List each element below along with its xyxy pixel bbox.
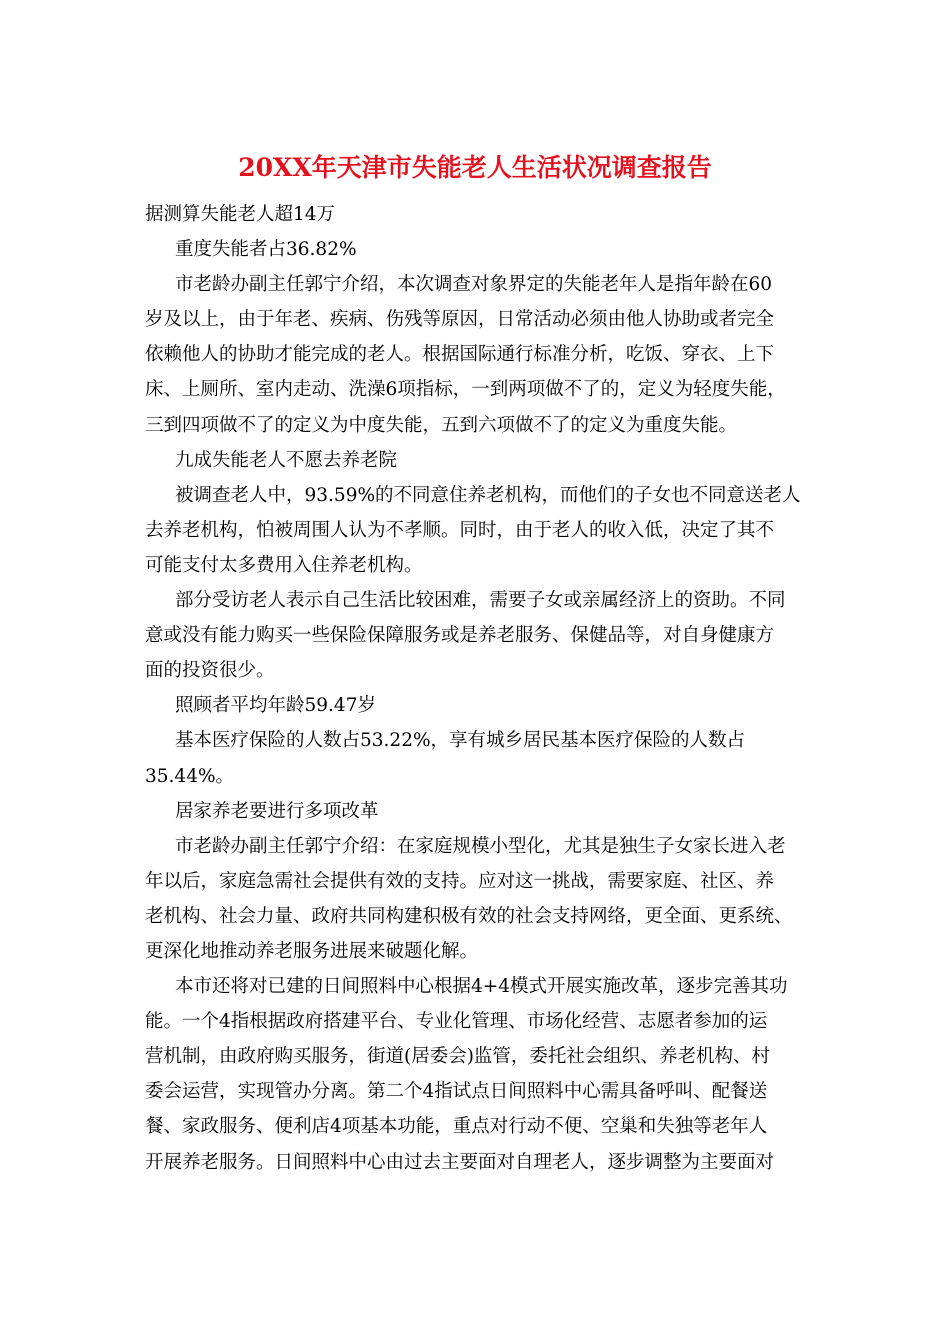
text-line: 被调查老人中，93.59%的不同意住养老机构，而他们的子女也不同意送老人 <box>175 484 801 506</box>
text-line: 居家养老要进行多项改革 <box>175 800 379 822</box>
text-line: 床、上厕所、室内走动、洗澡6项指标，一到两项做不了的，定义为轻度失能， <box>145 379 786 401</box>
text-line: 九成失能老人不愿去养老院 <box>175 449 398 471</box>
text-line: 年以后，家庭急需社会提供有效的支持。应对这一挑战，需要家庭、社区、养 <box>145 870 775 892</box>
text-line: 岁及以上，由于年老、疾病、伤残等原因，日常活动必须由他人协助或者完全 <box>145 309 775 331</box>
text-line: 依赖他人的协助才能完成的老人。根据国际通行标准分析，吃饭、穿衣、上下 <box>145 344 775 366</box>
text-line: 据测算失能老人超14万 <box>145 204 336 225</box>
text-line: 35.44%。 <box>145 765 235 787</box>
text-line: 能。一个4指根据政府搭建平台、专业化管理、市场化经营、志愿者参加的运 <box>145 1011 768 1033</box>
text-line: 本市还将对已建的日间照料中心根据4+4模式开展实施改革，逐步完善其功 <box>175 976 788 998</box>
text-line: 三到四项做不了的定义为中度失能，五到六项做不了的定义为重度失能。 <box>145 414 738 436</box>
text-line: 市老龄办副主任郭宁介绍：在家庭规模小型化，尤其是独生子女家长进入老 <box>175 835 786 857</box>
text-line: 基本医疗保险的人数占53.22%，享有城乡居民基本医疗保险的人数占 <box>175 730 746 752</box>
text-line: 去养老机构，怕被周围人认为不孝顺。同时，由于老人的收入低，决定了其不 <box>145 519 775 541</box>
text-line: 餐、家政服务、便利店4项基本功能，重点对行动不便、空巢和失独等老年人 <box>145 1116 768 1138</box>
text-line: 可能支付太多费用入住养老机构。 <box>145 554 423 576</box>
text-line: 意或没有能力购买一些保险保障服务或是养老服务、保健品等，对自身健康方 <box>145 625 775 647</box>
document-body <box>145 197 809 1180</box>
text-line: 市老龄办副主任郭宁介绍，本次调查对象界定的失能老年人是指年龄在60 <box>175 274 773 296</box>
text-line: 照顾者平均年龄59.47岁 <box>175 695 376 717</box>
text-line: 委会运营，实现管办分离。第二个4指试点日间照料中心需具备呼叫、配餐送 <box>145 1081 768 1103</box>
document-title: 20XX年天津市失能老人生活状况调查报告 <box>238 153 712 182</box>
text-line: 重度失能者占36.82% <box>175 239 357 261</box>
text-line: 开展养老服务。日间照料中心由过去主要面对自理老人，逐步调整为主要面对 <box>145 1151 775 1173</box>
text-line: 面的投资很少。 <box>145 660 275 682</box>
text-line: 部分受访老人表示自己生活比较困难，需要子女或亲属经济上的资助。不同 <box>175 590 786 612</box>
text-line: 更深化地推动养老服务进展来破题化解。 <box>145 940 479 962</box>
text-line: 老机构、社会力量、政府共同构建积极有效的社会支持网络，更全面、更系统、 <box>145 905 793 927</box>
text-line: 营机制，由政府购买服务，街道(居委会)监管，委托社会组织、养老机构、村 <box>145 1046 770 1068</box>
